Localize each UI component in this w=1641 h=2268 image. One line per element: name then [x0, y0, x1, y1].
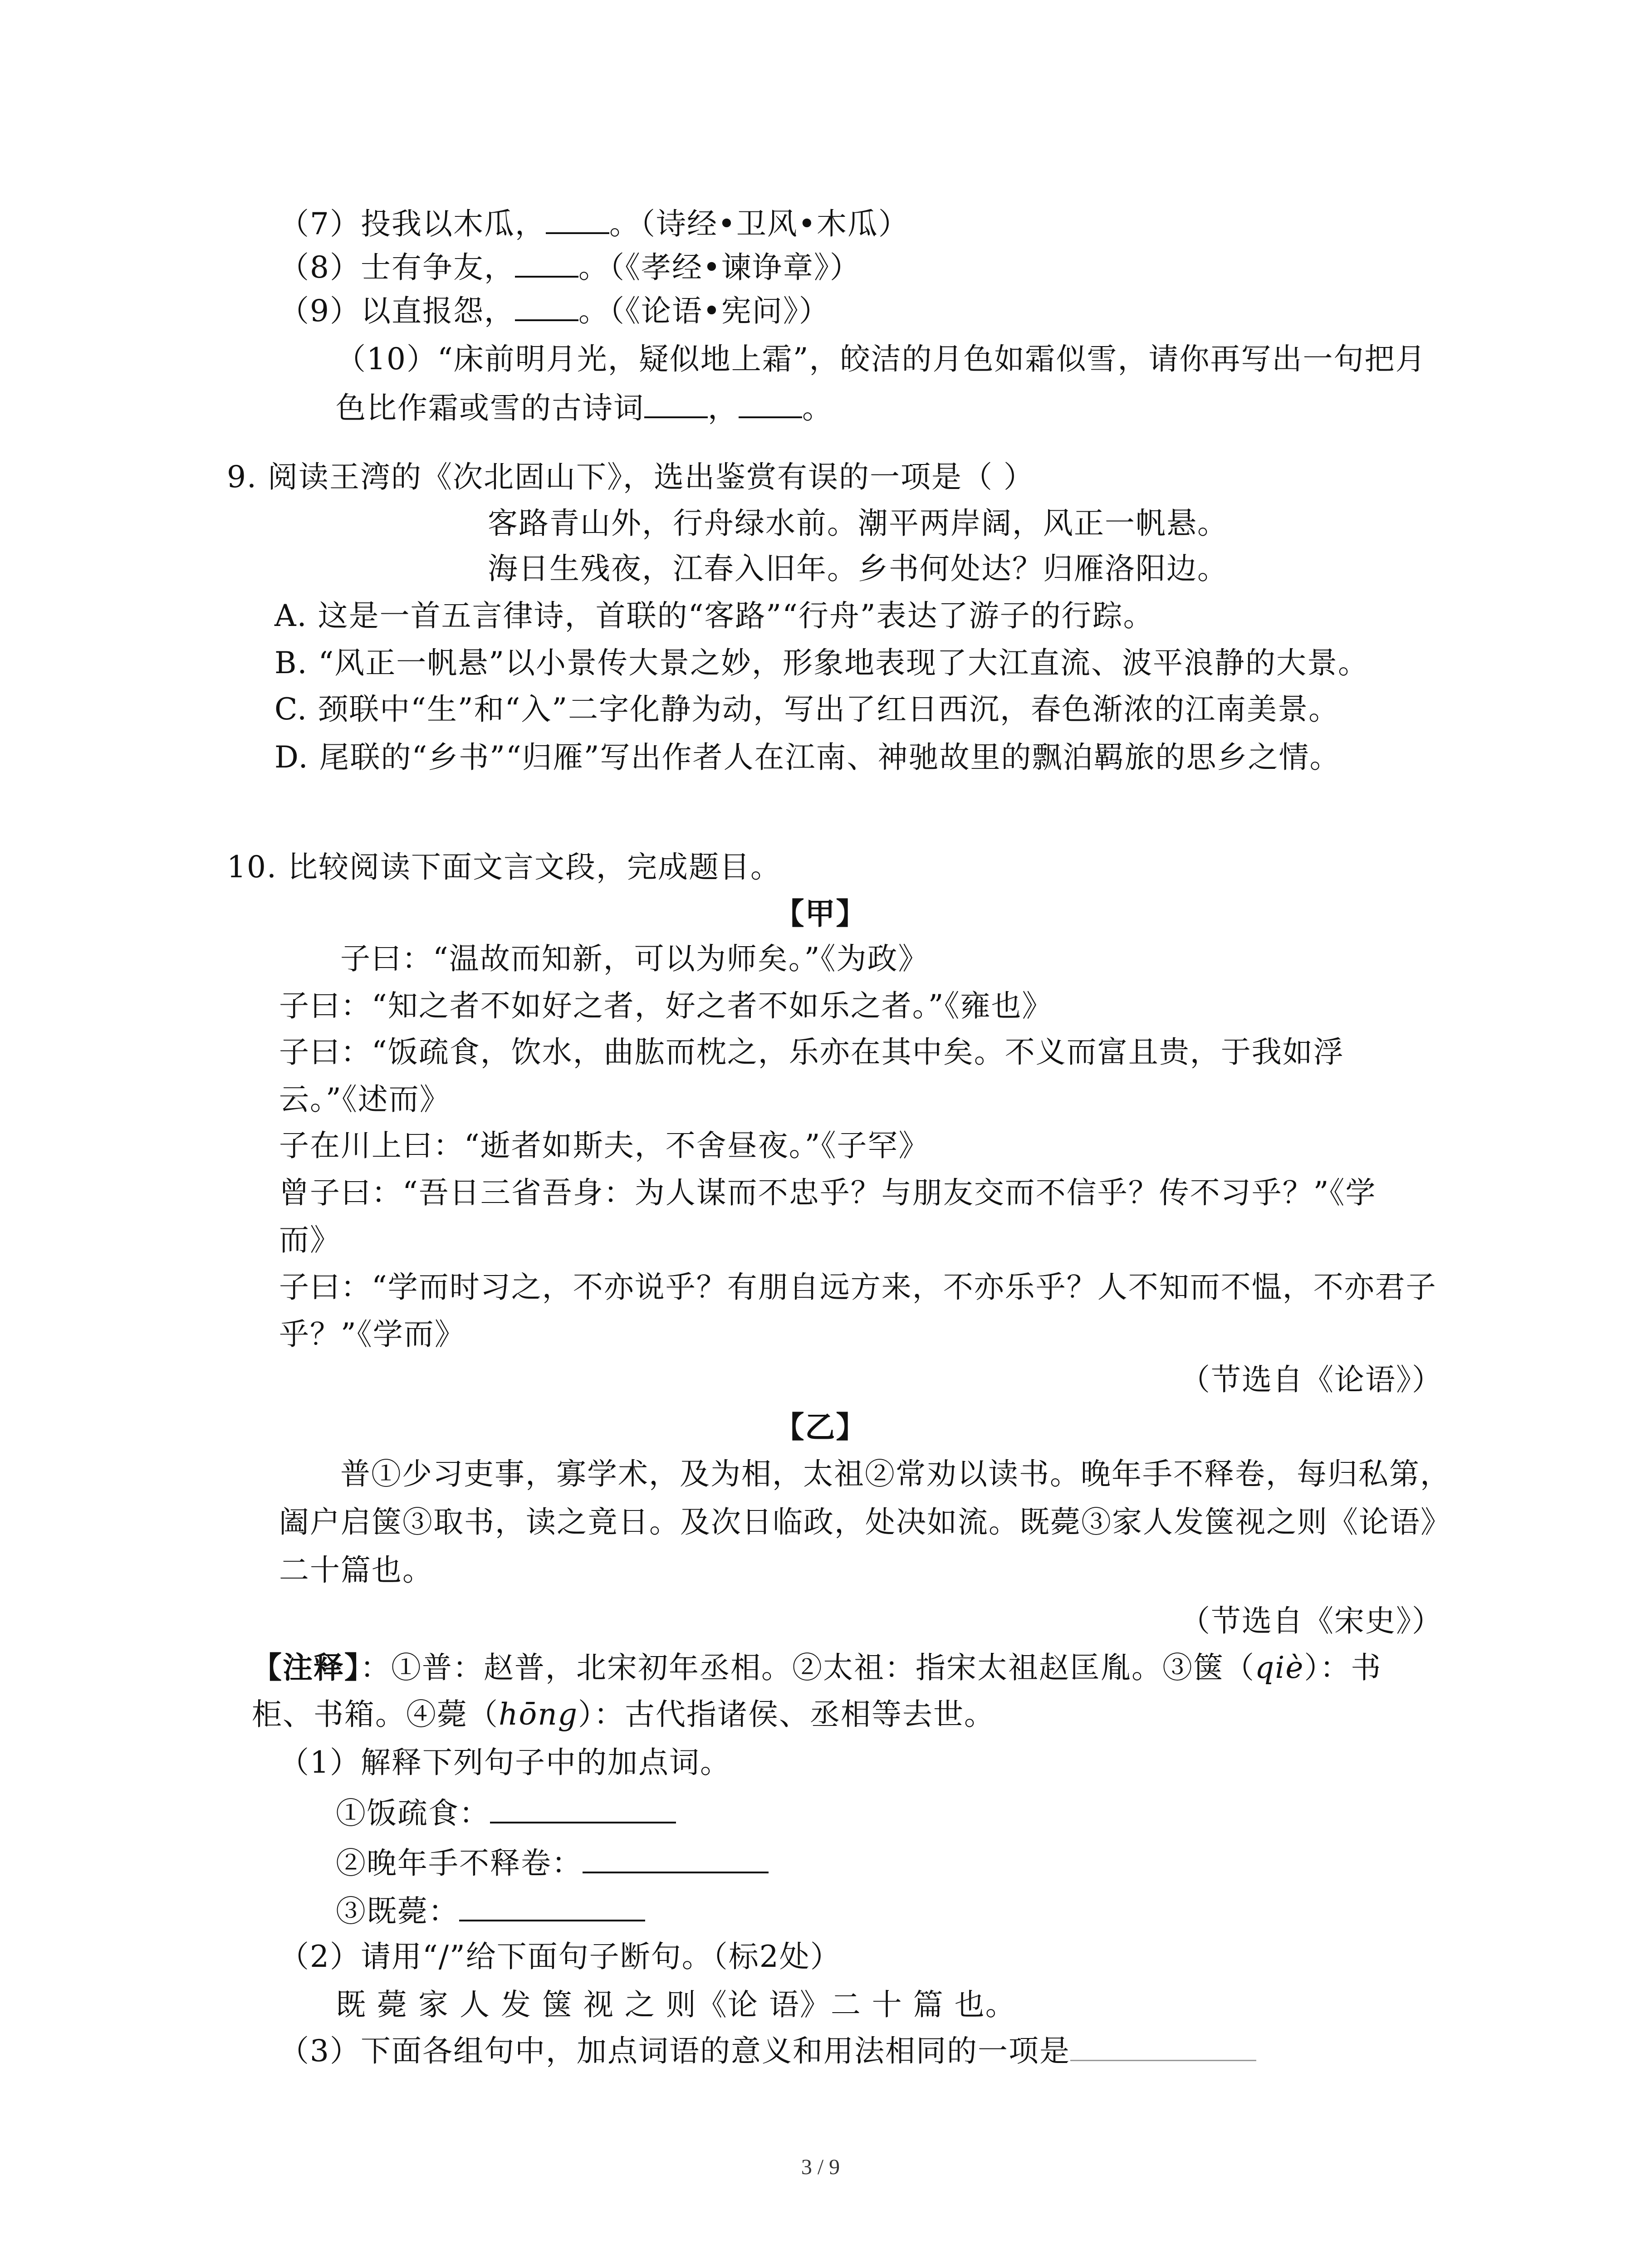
- page-number: 3 / 9: [801, 2155, 840, 2179]
- yi-line: 二十篇也。: [279, 1553, 433, 1588]
- q8-item-10-text: 色比作霜或雪的古诗词: [336, 391, 644, 425]
- pinyin: hōng: [499, 1697, 578, 1732]
- jia-source: （节选自《论语》）: [1180, 1362, 1443, 1397]
- period: 。: [802, 391, 833, 425]
- q8-item-7: [279, 205, 909, 243]
- q9-poem-line-1: 客路青山外，行舟绿水前。潮平两岸阔，风正一帆悬。: [488, 506, 1228, 541]
- q8-item-8: [279, 249, 861, 287]
- yi-title: 【乙】: [774, 1409, 867, 1445]
- jia-line: 子在川上曰：“逝者如斯夫，不舍昼夜。”《子罕》: [279, 1128, 930, 1163]
- jia-line: 子曰：“饭疏食，饮水，曲肱而枕之，乐亦在其中矣。不义而富且贵，于我如浮: [279, 1035, 1344, 1070]
- answer-blank[interactable]: [739, 394, 802, 418]
- annotation-line-1: [252, 1648, 1381, 1687]
- answer-blank[interactable]: [583, 1849, 769, 1873]
- sub1-item-text: ③既薨：: [336, 1894, 459, 1929]
- sub1-item-text: ②晚年手不释卷：: [336, 1846, 583, 1881]
- answer-blank[interactable]: [1070, 2037, 1256, 2061]
- annotation-text: ）：古代指诸侯、丞相等去世。: [578, 1697, 995, 1732]
- answer-blank[interactable]: [490, 1799, 676, 1823]
- q8-item-7-source: 。（诗经•卫风•木瓜）: [609, 206, 909, 241]
- sub1-item-3: [336, 1892, 645, 1931]
- answer-blank[interactable]: [515, 297, 578, 321]
- answer-blank[interactable]: [515, 253, 578, 278]
- jia-title: 【甲】: [774, 896, 867, 931]
- q8-item-9-text: （9）以直报怨，: [279, 293, 515, 328]
- q8-item-9: [279, 292, 830, 330]
- pinyin: qiè: [1255, 1650, 1304, 1685]
- q8-item-8-source: 。（《孝经•谏诤章》）: [578, 250, 861, 285]
- yi-line: 普①少习吏事，寡学术，及为相，太祖②常劝以读书。晚年手不释卷，每归私第，: [340, 1457, 1451, 1491]
- jia-line: 子曰：“知之者不如好之者，好之者不如乐之者。”《雍也》: [279, 988, 1053, 1023]
- yi-source: （节选自《宋史》）: [1180, 1603, 1443, 1638]
- jia-line: 云。”《述而》: [279, 1082, 451, 1117]
- q9-poem-line-2: 海日生残夜，江春入旧年。乡书何处达？归雁洛阳边。: [488, 551, 1228, 586]
- sub1-item-2: [336, 1844, 769, 1882]
- sub-question-2: （2）请用“/”给下面句子断句。（标2处）: [279, 1939, 841, 1974]
- answer-blank[interactable]: [546, 210, 609, 234]
- jia-line: 而》: [279, 1222, 341, 1257]
- q8-item-10-line1: （10）“床前明月光，疑似地上霜”，皎洁的月色如霜似雪，请你再写出一句把月: [336, 342, 1426, 376]
- q8-item-8-text: （8）士有争友，: [279, 250, 515, 285]
- answer-blank[interactable]: [459, 1897, 645, 1921]
- jia-line: 曾子曰：“吾日三省吾身：为人谋而不忠乎？与朋友交而不信乎？传不习乎？”《学: [279, 1175, 1376, 1210]
- q9-option-b[interactable]: B. “风正一帆悬”以小景传大景之妙，形象地表现了大江直流、波平浪静的大景。: [274, 645, 1369, 680]
- jia-line: 乎？”《学而》: [279, 1317, 465, 1352]
- jia-line: 子曰：“温故而知新，可以为师矣。”《为政》: [340, 941, 929, 976]
- q9-stem: 9. 阅读王湾的《次北固山下》，选出鉴赏有误的一项是（ ）: [227, 459, 1034, 494]
- q9-option-a[interactable]: A. 这是一首五言律诗，首联的“客路”“行舟”表达了游子的行踪。: [274, 598, 1154, 633]
- q10-stem: 10. 比较阅读下面文言文段，完成题目。: [227, 850, 781, 885]
- q8-item-10-line2: [336, 389, 833, 427]
- sub-question-1: （1）解释下列句子中的加点词。: [279, 1745, 731, 1780]
- q8-item-9-source: 。（《论语•宪问》）: [578, 293, 830, 328]
- sub2-sentence[interactable]: 既 薨 家 人 发 箧 视 之 则《论 语》二 十 篇 也。: [336, 1987, 1016, 2022]
- sub1-item-1: [336, 1794, 676, 1833]
- annotation-line-2: [252, 1696, 995, 1734]
- sub3-text: （3）下面各组句中，加点词语的意义和用法相同的一项是: [279, 2033, 1070, 2068]
- yi-line: 阖户启箧③取书，读之竟日。及次日临政，处决如流。既薨③家人发箧视之则《论语》: [279, 1505, 1451, 1540]
- sub-question-3: [279, 2032, 1256, 2070]
- q8-item-7-text: （7）投我以木瓜，: [279, 206, 546, 241]
- q9-option-c[interactable]: C. 颈联中“生”和“入”二字化静为动，写出了红日西沉，春色渐浓的江南美景。: [274, 692, 1340, 727]
- answer-blank[interactable]: [644, 394, 708, 418]
- annotation-label: 【注释】: [252, 1650, 360, 1685]
- annotation-text: 柜、书箱。④薨（: [252, 1697, 499, 1732]
- comma: ，: [708, 391, 739, 425]
- q9-option-d[interactable]: D. 尾联的“乡书”“归雁”写出作者人在江南、神驰故里的飘泊羁旅的思乡之情。: [274, 740, 1341, 775]
- jia-line: 子曰：“学而时习之，不亦说乎？有朋自远方来，不亦乐乎？人不知而不愠，不亦君子: [279, 1270, 1437, 1305]
- annotation-text: ：①普：赵普，北宋初年丞相。②太祖：指宋太祖赵匡胤。③箧（: [360, 1650, 1255, 1685]
- sub1-item-text: ①饭疏食：: [336, 1796, 490, 1831]
- annotation-text: ）：书: [1304, 1650, 1382, 1685]
